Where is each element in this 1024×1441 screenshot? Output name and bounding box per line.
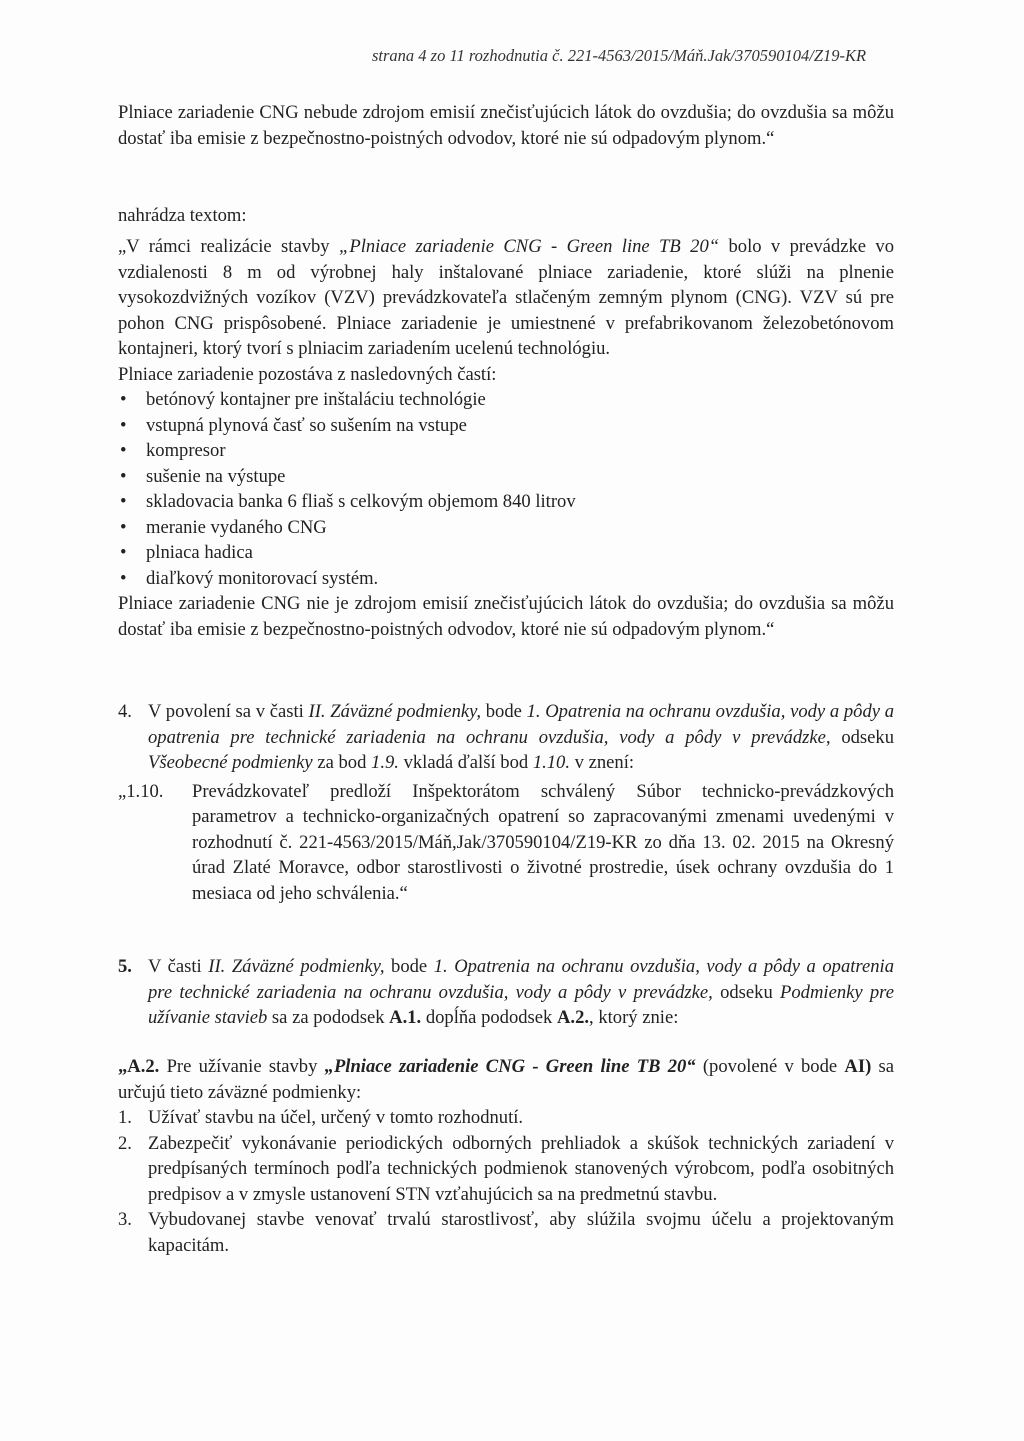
point-1-10 [118, 779, 894, 907]
list-item: 1. Užívať stavbu na účel, určený v tomto rozhodnutí. [118, 1107, 524, 1128]
parts-list [118, 387, 894, 591]
bullet: • [120, 516, 127, 538]
bullet: • [120, 567, 127, 589]
replacement-quote [118, 234, 894, 642]
list-item: • vstupná plynová časť so sušením na vstupe [118, 413, 894, 439]
list-item: • skladovacia banka 6 fliaš s celkovým objemom 840 litrov [118, 489, 894, 515]
section-number: 4. [118, 701, 132, 722]
list-item: • meranie vydaného CNG [118, 515, 894, 541]
list-item: 2. Zabezpečiť vykonávanie periodických odborných prehliadok a skúšok technických zariadení v predpísaných termínoch podľa technických podmienok stanovených výrobcom, podľa osobitných predpisov a v zmysle ustanovení STN vzťahujúcich sa na predmetnú stavbu. [118, 1132, 894, 1205]
section-4 [118, 699, 894, 906]
parts-intro: Plniace zariadenie pozostáva z nasledovných častí: [118, 363, 497, 385]
section-5-text: V časti II. Záväzné podmienky, bode 1. Opatrenia na ochranu ovzdušia, vody a pôdy a opatrenia pre technické zariadenia na ochranu ovzdušia, vody a pôdy v prevádzke, odseku Podmienky pre užívanie stavieb sa za pododsek A.1. dopĺňa pododsek A.2., ktorý znie: [148, 956, 894, 1028]
a2-label: „A.2. [118, 1056, 160, 1077]
section-4-text: V povolení sa v časti II. Záväzné podmienky, bode 1. Opatrenia na ochranu ovzdušia, vody a pôdy a opatrenia pre technické zariadenia na ochranu ovzdušia, vody a pôdy v prevádzke, odseku Všeobecné podmienky za bod 1.9. vkladá ďalší bod 1.10. v znení: [148, 701, 894, 773]
a2-intro: „A.2. Pre užívanie stavby „Plniace zariadenie CNG - Green line TB 20“ (povolené v bode AI) sa určujú tieto záväzné podmienky: [118, 1056, 895, 1103]
page-header: strana 4 zo 11 rozhodnutia č. 221-4563/2015/Máň.Jak/370590104/Z19-KR [372, 46, 867, 65]
section-5 [118, 954, 894, 1031]
quote-paragraph [118, 234, 894, 362]
point-text: Prevádzkovateľ predloží Inšpektorátom schválený Súbor technicko-prevádzkových parametrov a technicko-organizačných opatrení so zapracovanými zmenami uvedenými v rozhodnutí č. 221-4563/2015/Máň,Jak/370590104/Z19-KR zo dňa 13. 02. 2015 na Okresný úrad Zlaté Moravce, odbor starostlivosti o životné prostredie, úsek ochrany ovzdušia do 1 mesiaca od jeho schválenia.“ [192, 780, 894, 904]
bullet: • [120, 465, 127, 487]
point-label: „1.10. [118, 780, 164, 802]
bullet: • [120, 389, 127, 410]
list-item: • sušenie na výstupe [118, 464, 894, 490]
section-4-heading [118, 699, 894, 776]
list-item: • kompresor [118, 438, 894, 464]
quote-body: bolo v prevádzke vo vzdialenosti 8 m od výrobnej haly inštalované plniace zariadenie, ktoré slúži na plnenie vysokozdvižných vozíkov (VZV) prevádzkovateľa stlačeným zemným plynom (CNG). VZV sú pre pohon CNG prispôsobené. Plniace zariadenie je umiestnené v prefabrikovanom železobetónovom kontajneri, ktorý tvorí s plniacim zariadením ucelenú technológiu. [118, 236, 894, 359]
list-item: • betónový kontajner pre inštaláciu technológie [118, 387, 894, 413]
section-number: 5. [118, 956, 132, 977]
bullet: • [120, 414, 127, 436]
bullet: • [120, 491, 127, 512]
subsection-a2 [118, 1054, 894, 1258]
list-item: 3. Vybudovanej stavbe venovať trvalú starostlivosť, aby slúžila svojmu účelu a projektovaným kapacitám. [118, 1209, 894, 1256]
list-item: • plniaca hadica [118, 540, 894, 566]
quote-intro: „V rámci realizácie stavby [118, 236, 339, 257]
a2-installation-title: „Plniace zariadenie CNG - Green line TB 20“ [324, 1056, 696, 1077]
section-5-heading [118, 954, 894, 1031]
installation-title: „Plniace zariadenie CNG - Green line TB 20“ [339, 236, 720, 257]
list-item: • diaľkový monitorovací systém. [118, 566, 894, 592]
replace-label: nahrádza textom: [118, 205, 247, 226]
bullet: • [120, 542, 127, 563]
quote-closing: Plniace zariadenie CNG nie je zdrojom emisií znečisťujúcich látok do ovzdušia; do ovzdušia sa môžu dostať iba emisie z bezpečnostno-poistných odvodov, ktoré nie sú odpadovým plynom.“ [118, 593, 894, 640]
paragraph-original-text: Plniace zariadenie CNG nebude zdrojom emisií znečisťujúcich látok do ovzdušia; do ovzdušia sa môžu dostať iba emisie z bezpečnostno-poistných odvodov, ktoré nie sú odpadovým plynom.“ [118, 102, 894, 149]
bullet: • [120, 440, 127, 461]
